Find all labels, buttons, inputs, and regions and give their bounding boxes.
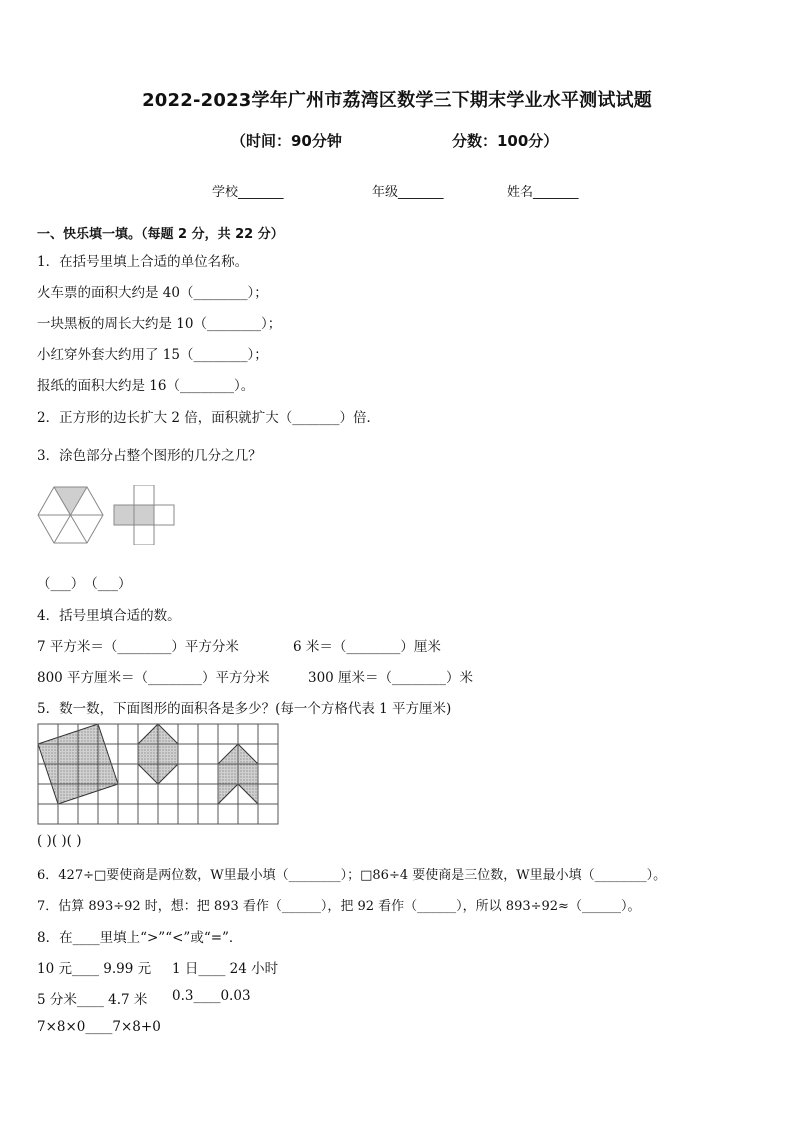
q5-answers[interactable]: ( )( )( ) <box>37 833 82 849</box>
q4-row1-right[interactable]: 6 米＝（________）厘米 <box>293 639 441 655</box>
q8-item-e[interactable]: 7×8×0____7×8+0 <box>37 1019 161 1035</box>
name-field[interactable]: 姓名_______ <box>507 185 579 200</box>
q8-item-b[interactable]: 1 日____ 24 小时 <box>172 961 279 977</box>
exam-time: （时间：90分钟 <box>231 132 342 150</box>
q2-text[interactable]: 2．正方形的边长扩大 2 倍，面积就扩大（_______）倍． <box>37 410 381 426</box>
area-grid-figure <box>36 722 288 828</box>
q5-text: 5．数一数，下面图形的面积各是多少？(每一个方格代表 1 平方厘米) <box>37 701 452 717</box>
q8-item-c[interactable]: 5 分米____ 4.7 米 <box>37 992 148 1008</box>
q8-item-a[interactable]: 10 元____ 9.99 元 <box>37 961 152 977</box>
q6-text[interactable]: 6．427÷□要使商是两位数，W里最小填（________）；□86÷4 要使商是三位数，W里最小填（________）。 <box>37 868 667 883</box>
q3-answers[interactable]: （___） （___） <box>37 576 132 592</box>
grade-field[interactable]: 年级_______ <box>372 185 444 200</box>
q7-text[interactable]: 7．估算 893÷92 时，想：把 893 看作（______），把 92 看作（______），所以 893÷92≈（______）。 <box>37 899 641 914</box>
school-field[interactable]: 学校_______ <box>212 185 284 200</box>
q3-text: 3．涂色部分占整个图形的几分之几？ <box>37 448 262 464</box>
q1-line-3[interactable]: 小红穿外套大约用了 15（________）； <box>37 347 268 363</box>
q1-line-2[interactable]: 一块黑板的周长大约是 10（________）； <box>37 316 282 332</box>
q8-prompt: 8．在____里填上“>”“<”或“=”． <box>37 930 243 946</box>
q8-item-d[interactable]: 0.3____0.03 <box>172 988 251 1004</box>
cross-net-figure <box>112 485 176 545</box>
q1-line-4[interactable]: 报纸的面积大约是 16（________）。 <box>37 378 255 394</box>
q1-line-1[interactable]: 火车票的面积大约是 40（________）； <box>37 285 268 301</box>
q1-prompt: 1．在括号里填上合适的单位名称。 <box>37 254 249 270</box>
q4-prompt: 4．括号里填合适的数。 <box>37 608 181 624</box>
section-heading: 一、快乐填一填。（每题 2 分，共 22 分） <box>37 227 284 242</box>
q4-row2-right[interactable]: 300 厘米＝（________）米 <box>308 670 474 686</box>
q4-row2-left[interactable]: 800 平方厘米＝（________）平方分米 <box>37 670 270 686</box>
q4-row1-left[interactable]: 7 平方米＝（________）平方分米 <box>37 639 239 655</box>
exam-score: 分数：100分） <box>452 132 559 150</box>
page-title: 2022-2023学年广州市荔湾区数学三下期末学业水平测试试题 <box>142 90 652 111</box>
hexagon-figure <box>36 484 106 546</box>
